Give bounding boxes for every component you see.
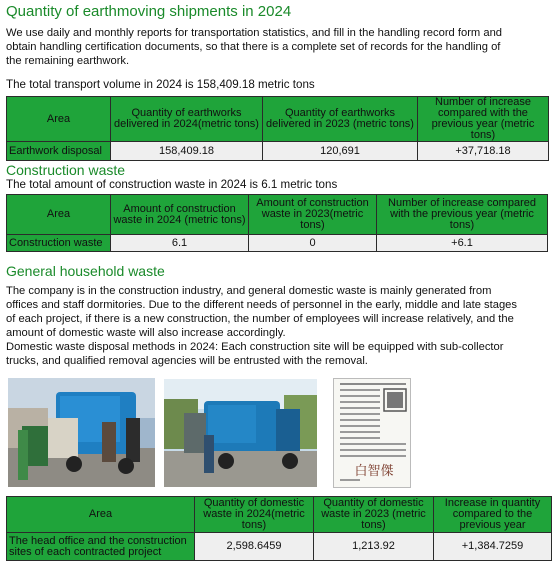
table-row (7, 235, 548, 252)
para-line: The company is in the construction industry, and general domestic waste is mainly generated from (6, 285, 492, 297)
section-heading-household-waste: General household waste (6, 263, 165, 279)
value-2024: 158,409.18 (111, 142, 263, 161)
row-label: The head office and the construction sites of each contracted project (7, 533, 195, 561)
row-label: Construction waste (7, 235, 111, 252)
section-heading-construction-waste: Construction waste (6, 162, 126, 178)
earthmoving-table (6, 96, 549, 161)
col-header-2023: Amount of construction waste in 2023(metric tons) (249, 195, 377, 235)
value-2024: 2,598.6459 (195, 533, 314, 561)
col-header-2023: Quantity of domestic waste in 2023 (metric tons) (314, 497, 434, 533)
para-line: the remaining earthwork. (6, 55, 130, 67)
value-increase: +1,384.7259 (434, 533, 552, 561)
photo-compactor-truck (164, 379, 317, 487)
col-header-2024: Amount of construction waste in 2024 (metric tons) (111, 195, 249, 235)
para-line: amount of domestic waste will also increase accordingly. (6, 327, 286, 339)
para-line: of each project, if there is a new construction, the number of employees will increase relatively, and the (6, 313, 514, 325)
photo-garbage-truck-loading (8, 378, 155, 487)
certificate-signature: 白智傑 (354, 464, 394, 479)
row-label: Earthwork disposal (7, 142, 111, 161)
value-2023: 120,691 (263, 142, 418, 161)
value-increase: +37,718.18 (418, 142, 549, 161)
table-row (7, 142, 549, 161)
earthmoving-paragraph (6, 26, 502, 68)
value-2023: 0 (249, 235, 377, 252)
col-header-increase: Increase in quantity compared to the previous year (434, 497, 552, 533)
para-line: obtain handling certification documents, so that there is a complete set of records for the handling of (6, 41, 501, 53)
value-increase: +6.1 (377, 235, 548, 252)
col-header-2024: Quantity of earthworks delivered in 2024(metric tons) (111, 97, 263, 142)
construction-waste-table (6, 194, 548, 252)
col-header-increase: Number of increase compared with the previous year (metric tons) (418, 97, 549, 142)
section-heading-earthmoving: Quantity of earthmoving shipments in 2024 (6, 3, 292, 20)
col-header-area: Area (7, 97, 111, 142)
col-header-2024: Quantity of domestic waste in 2024(metric tons) (195, 497, 314, 533)
col-header-increase: Number of increase compared with the previous year (metric tons) (377, 195, 548, 235)
para-line: Domestic waste disposal methods in 2024: Each construction site will be equipped with sub-collector (6, 341, 504, 353)
col-header-2023: Quantity of earthworks delivered in 2023 (metric tons) (263, 97, 418, 142)
earthmoving-total: The total transport volume in 2024 is 158,409.18 metric tons (6, 78, 315, 91)
table-row (7, 533, 552, 561)
para-line: offices and staff dormitories. Due to the different needs of personnel in the early, middle and late stages (6, 299, 517, 311)
col-header-area: Area (7, 497, 195, 533)
household-waste-table (6, 496, 552, 561)
para-line: trucks, and qualified removal agencies will be entrusted with the removal. (6, 355, 368, 367)
value-2024: 6.1 (111, 235, 249, 252)
construction-waste-total: The total amount of construction waste in 2024 is 6.1 metric tons (6, 178, 338, 191)
value-2023: 1,213.92 (314, 533, 434, 561)
para-line: We use daily and monthly reports for transportation statistics, and fill in the handling record form and (6, 27, 503, 39)
photo-certificate-document (333, 378, 411, 488)
household-waste-paragraph (6, 284, 517, 368)
col-header-area: Area (7, 195, 111, 235)
